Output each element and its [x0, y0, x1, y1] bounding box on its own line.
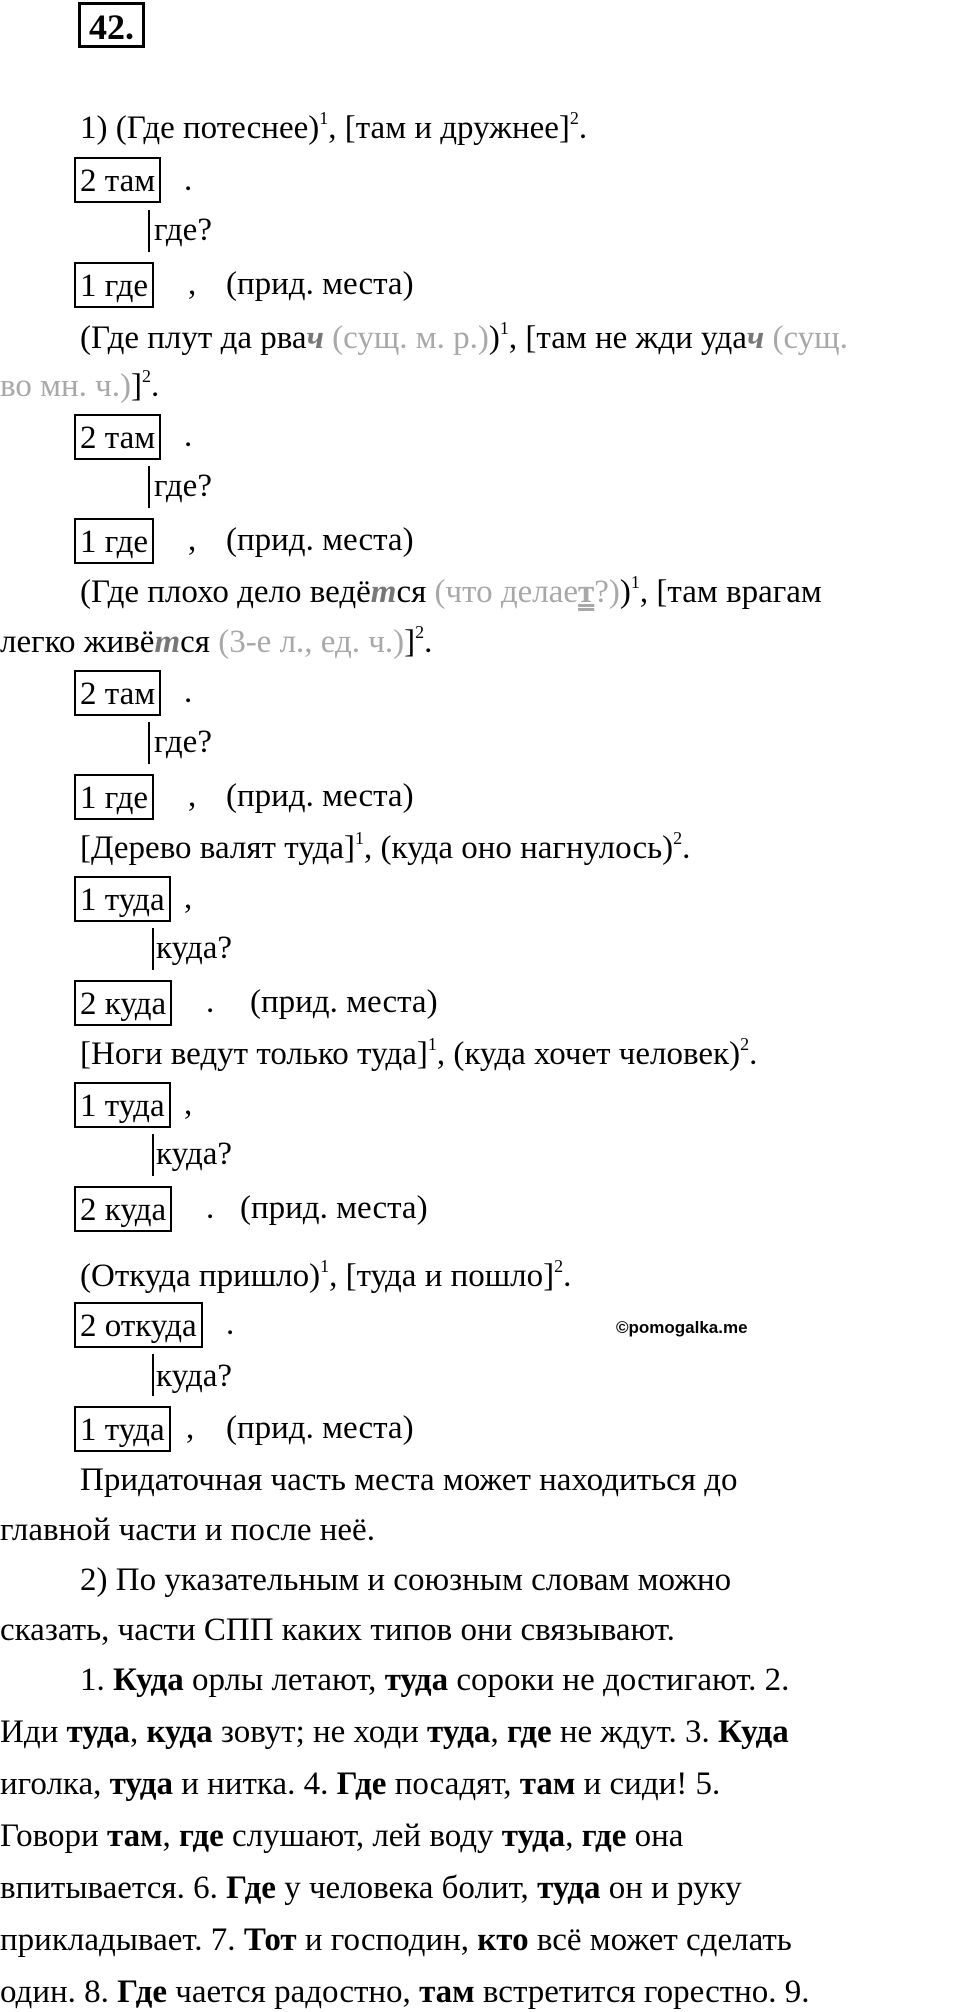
part2-text: сказать, части СПП каких типов они связывают. — [0, 1612, 675, 1648]
proverb-text: , — [162, 1818, 180, 1854]
sentence-3: (Где плохо дело ведётся (что делает?))$^1$, [там врагам — [80, 572, 822, 610]
scheme-link-line — [152, 1354, 154, 1396]
proverb-line — [0, 1712, 789, 1752]
part2-text: 2) По указательным и союзным словам можно — [80, 1562, 732, 1598]
scheme-box-main: 1 туда — [74, 876, 171, 922]
scheme-box-sub: 1 где — [74, 774, 154, 820]
period: . — [206, 984, 215, 1020]
watermark: ©pomogalka.me — [616, 1318, 748, 1337]
proverb-text: , — [565, 1818, 582, 1854]
keyword: туда — [501, 1818, 566, 1854]
proverb-line — [0, 1972, 810, 2012]
scheme-question: где? — [154, 724, 212, 760]
proverb-text: посадят, — [386, 1766, 520, 1802]
sentence-3-cont: легко живётся (3-е л., ед. ч.)]$^2$. — [0, 622, 433, 660]
keyword: где — [506, 1714, 552, 1750]
proverb-line — [0, 1764, 720, 1804]
keyword: где — [179, 1818, 224, 1854]
scheme-question: куда? — [156, 1136, 233, 1172]
scheme-comma: , — [188, 778, 197, 814]
keyword: там — [519, 1766, 576, 1802]
period: . — [206, 1190, 215, 1226]
keyword: туда — [66, 1714, 130, 1750]
proverb-text: встретится горестно. 9. — [474, 1974, 810, 2010]
proverb-text: чается радостно, — [167, 1974, 420, 2010]
period: . — [184, 674, 193, 710]
scheme-comma: , — [184, 880, 193, 916]
scheme-link-line — [152, 1134, 154, 1176]
proverb-text: сороки не достигают. 2. — [448, 1662, 790, 1698]
proverb-text: Иди — [0, 1714, 67, 1750]
sentence-2: (Где плут да рвач (сущ. м. р.))$^1$, [там не жди удач (сущ. — [80, 318, 848, 356]
scheme-box-main: 2 там — [74, 670, 161, 716]
keyword: Где — [336, 1766, 387, 1802]
scheme-comma: , — [188, 522, 197, 558]
period: . — [184, 162, 193, 198]
keyword: туда — [537, 1870, 601, 1906]
proverb-text: прикладывает. 7. — [0, 1922, 244, 1958]
clause-type-label: (прид. места) — [240, 1190, 428, 1226]
proverb-text: всё может сделать — [528, 1922, 792, 1958]
keyword: туда — [384, 1662, 449, 1698]
keyword: Куда — [717, 1714, 789, 1750]
period: . — [226, 1306, 235, 1342]
proverb-text: Говори — [0, 1818, 107, 1854]
scheme-comma: , — [188, 266, 197, 302]
keyword: Где — [117, 1974, 168, 2010]
keyword: Где — [226, 1870, 276, 1906]
proverb-text: слушают, лей воду — [223, 1818, 502, 1854]
keyword: куда — [146, 1714, 213, 1750]
proverb-text: он и руку — [600, 1870, 742, 1906]
keyword: Тот — [243, 1922, 297, 1958]
scheme-box-sub: 2 откуда — [74, 1302, 203, 1348]
clause-type-label: (прид. места) — [226, 266, 414, 302]
scheme-link-line — [148, 210, 150, 252]
keyword: кто — [477, 1922, 529, 1958]
proverb-text: , — [129, 1714, 147, 1750]
proverb-text: иголка, — [0, 1766, 110, 1802]
conclusion-text: главной части и после неё. — [0, 1512, 375, 1548]
period: . — [184, 418, 193, 454]
scheme-link-line — [148, 722, 150, 764]
scheme-box-main: 1 туда — [74, 1406, 171, 1452]
scheme-box-sub: 1 где — [74, 262, 154, 308]
scheme-comma: , — [186, 1410, 195, 1446]
proverb-text: впитывается. 6. — [0, 1870, 227, 1906]
scheme-question: где? — [154, 212, 212, 248]
proverb-text: она — [626, 1818, 684, 1854]
exercise-number: 42. — [78, 2, 145, 48]
proverb-text: 1. — [80, 1662, 113, 1698]
scheme-box-main: 2 там — [74, 157, 161, 203]
proverb-line — [0, 1816, 683, 1856]
proverb-line — [0, 1920, 792, 1960]
proverb-text: орлы летают, — [183, 1662, 385, 1698]
clause-type-label: (прид. места) — [226, 522, 414, 558]
proverb-text: , — [490, 1714, 507, 1750]
proverb-text: и нитка. 4. — [172, 1766, 337, 1802]
proverb-text: и господин, — [296, 1922, 478, 1958]
scheme-link-line — [152, 928, 154, 970]
keyword: туда — [109, 1766, 173, 1802]
keyword: туда — [427, 1714, 491, 1750]
sentence-4: [Дерево валят туда]$^1$, (куда оно нагнулось)$^2$. — [80, 828, 691, 866]
proverb-line — [0, 1868, 742, 1908]
scheme-link-line — [148, 466, 150, 508]
scheme-comma: , — [184, 1086, 193, 1122]
proverb-text: один. 8. — [0, 1974, 118, 2010]
scheme-box-sub: 2 куда — [74, 1186, 172, 1232]
sentence-2-cont: во мн. ч.)]$^2$. — [0, 366, 160, 404]
scheme-box-main: 2 там — [74, 414, 161, 460]
conclusion-text: Придаточная часть места может находиться до — [80, 1462, 738, 1498]
scheme-question: куда? — [156, 1358, 233, 1394]
sentence-5: [Ноги ведут только туда]$^1$, (куда хочет человек)$^2$. — [80, 1034, 758, 1072]
scheme-box-sub: 2 куда — [74, 980, 172, 1026]
scheme-box-main: 1 туда — [74, 1082, 171, 1128]
clause-type-label: (прид. места) — [226, 1410, 414, 1446]
scheme-question: где? — [154, 468, 212, 504]
proverb-text: зовут; не ходи — [212, 1714, 428, 1750]
keyword: где — [581, 1818, 627, 1854]
proverb-text: и сиди! 5. — [575, 1766, 721, 1802]
clause-type-label: (прид. места) — [226, 778, 414, 814]
clause-type-label: (прид. места) — [250, 984, 438, 1020]
keyword: Куда — [113, 1662, 184, 1698]
scheme-question: куда? — [156, 930, 233, 966]
proverb-text: не ждут. 3. — [551, 1714, 718, 1750]
keyword: там — [419, 1974, 475, 2010]
sentence-1: 1) (Где потеснее)$^1$, [там и дружнее]$^2$. — [80, 108, 588, 146]
proverb-line — [80, 1660, 789, 1700]
scheme-box-sub: 1 где — [74, 518, 154, 564]
proverb-text: у человека болит, — [275, 1870, 538, 1906]
sentence-6: (Откуда пришло)$^1$, [туда и пошло]$^2$. — [80, 1256, 572, 1294]
keyword: там — [106, 1818, 163, 1854]
